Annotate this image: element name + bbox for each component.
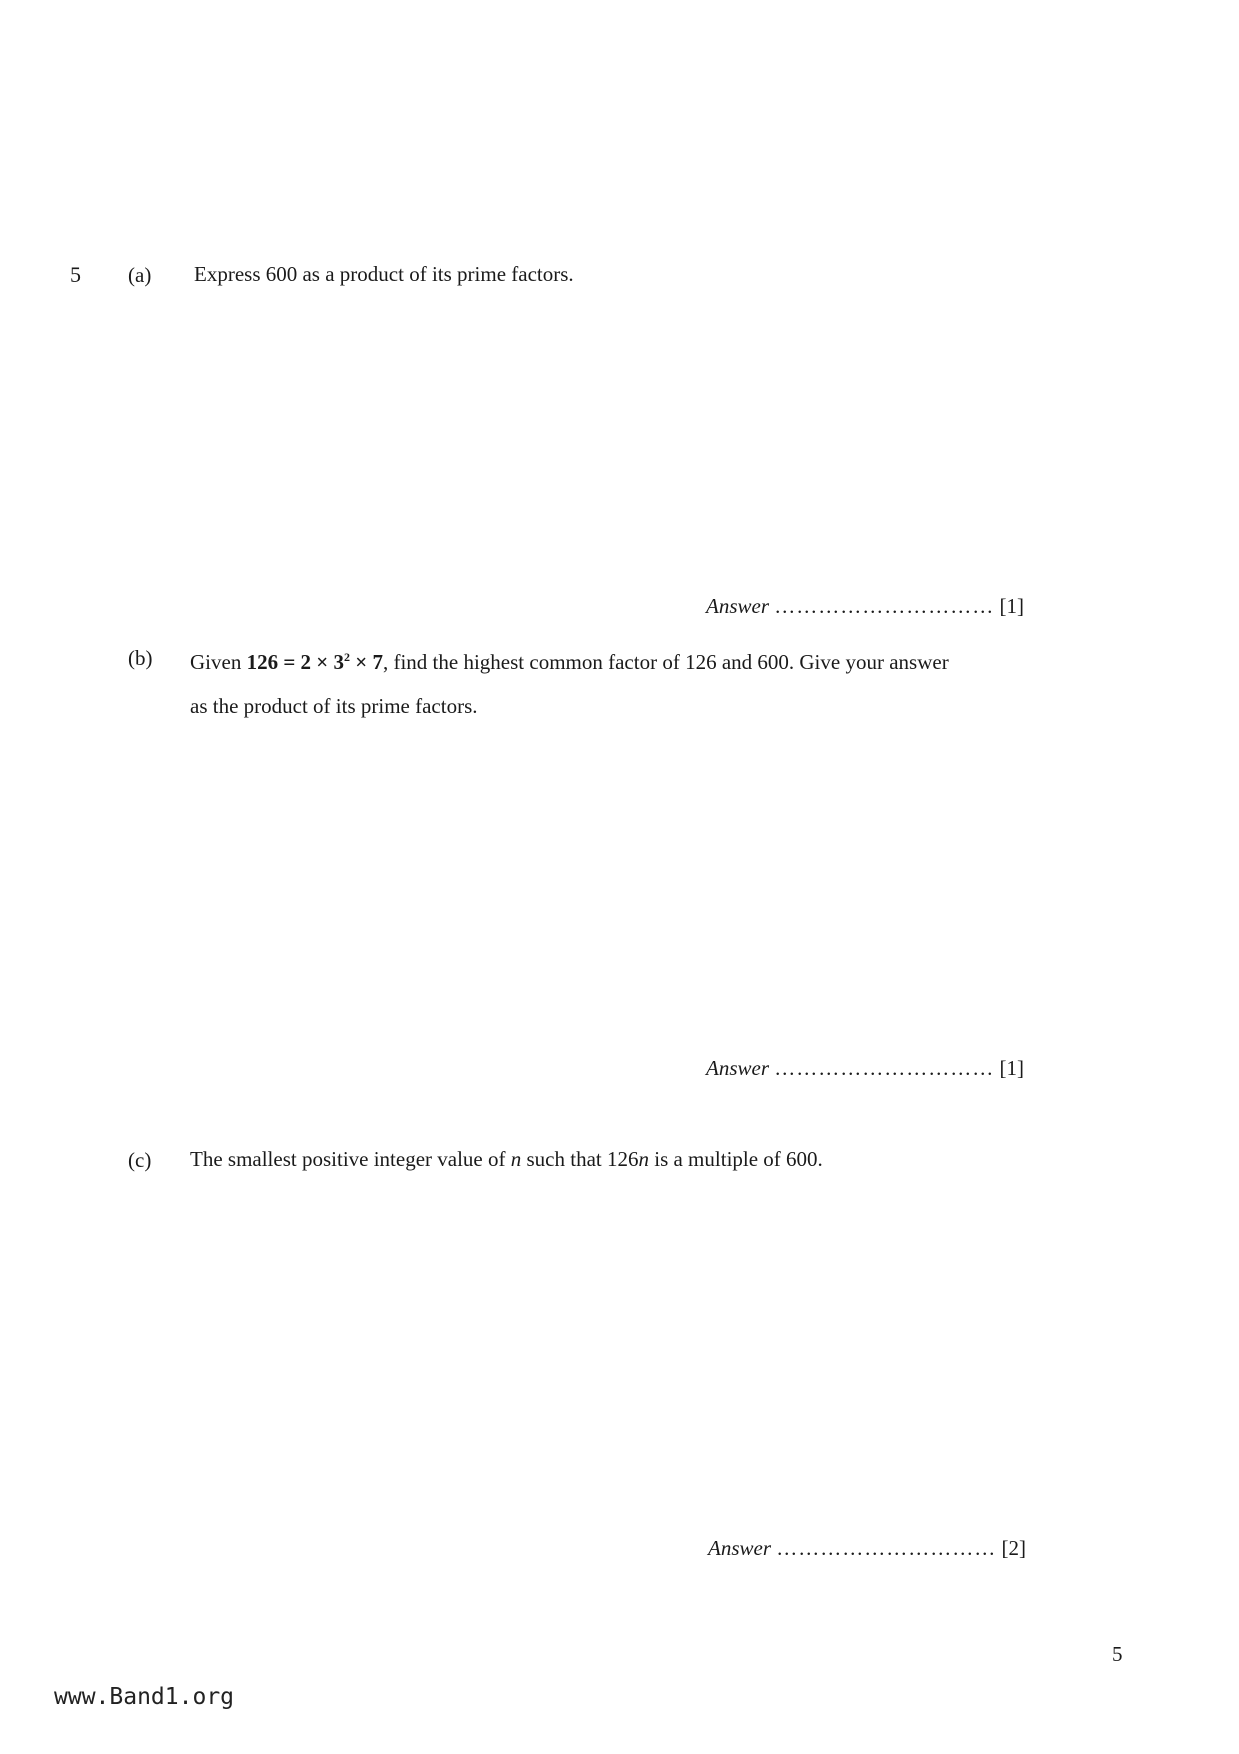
part-a-text: Express 600 as a product of its prime factors. bbox=[194, 262, 574, 286]
part-c-answer-label: Answer bbox=[708, 1536, 771, 1560]
part-b-given: Given bbox=[190, 650, 242, 674]
part-b-answer-label: Answer bbox=[706, 1056, 769, 1080]
part-b-text-line1 bbox=[190, 635, 1070, 684]
part-a-answer-line bbox=[706, 594, 1024, 619]
part-b-marks: [1] bbox=[999, 1056, 1024, 1080]
part-b-text-suffix: , find the highest common factor of 126 and 600. Give your answer bbox=[382, 650, 949, 674]
part-b-answer-line bbox=[706, 1056, 1024, 1081]
part-c-answer-dots: ………………………… bbox=[776, 1536, 997, 1560]
part-c-label: (c) bbox=[128, 1148, 152, 1172]
part-b-exponent: 2 bbox=[344, 650, 351, 664]
part-b-label: (b) bbox=[128, 646, 153, 670]
part-a-label: (a) bbox=[128, 263, 152, 287]
var-n: n bbox=[510, 1147, 522, 1171]
part-b-text-line2: as the product of its prime factors. bbox=[190, 694, 478, 718]
part-c-text: The smallest positive integer value of n such that 126n is a multiple of 600. bbox=[190, 1147, 823, 1171]
part-a-answer-dots: ………………………… bbox=[774, 594, 995, 618]
part-b-text bbox=[190, 635, 1070, 728]
part-b-answer-dots: ………………………… bbox=[774, 1056, 995, 1080]
part-a-marks: [1] bbox=[999, 594, 1024, 618]
part-c-marks: [2] bbox=[1001, 1536, 1026, 1560]
part-c-answer-line bbox=[708, 1536, 1026, 1561]
var-n-2: n bbox=[638, 1147, 649, 1171]
page-number: 5 bbox=[1112, 1642, 1123, 1666]
question-number: 5 bbox=[70, 262, 81, 287]
part-b-equation: $126 = 2 \times 3^2 \times 7$ bbox=[246, 650, 383, 674]
part-a-answer-label: Answer bbox=[706, 594, 769, 618]
footer-url: www.Band1.org bbox=[54, 1684, 235, 1710]
